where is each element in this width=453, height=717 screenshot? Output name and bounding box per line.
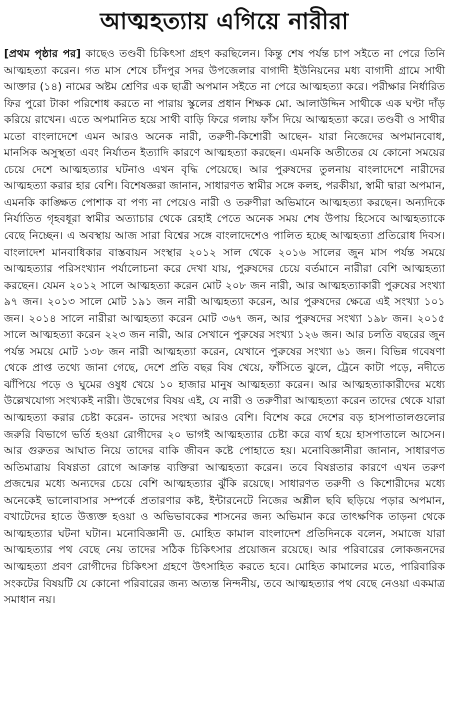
continued-from-label: [প্রথম পৃষ্ঠার পর] — [4, 47, 81, 60]
article-headline: আত্মহত্যায় এগিয়ে নারীরা — [100, 7, 349, 35]
article-body-text: কাছেও তণ্ডবী চিকিৎসা গ্রহণ করছিলেন। কিন্তু শেষ পর্যন্ত চাপ সইতে না পেরে তিনি আত্মহত্যা করেন। গত মাস শেষে চাঁদপুর সদর উপজেলার বাগাদী ইউনিয়নের মধ্য বাগাদী গ্রামে সাথী আক্তার (১৪) নামের অষ্টম শ্রেণির এক ছাত্রী অপমান সইতে না পেরে আত্মহত্যা করে। পরীক্ষার নির্ধারিত ফির পুরো টাকা পরিশোধ করতে না পারায় স্কুলের প্রধান শিক্ষক মো. আলাউদ্দিন সাথীকে এক ঘণ্টা দাঁড় করিয়ে রাখেন। এতে অপমানিত হয়ে সাথী বাড়ি ফিরে গলায় ফাঁস দিয়ে আত্মহত্যা করে। তণ্ডবী ও সাথীর মতো বাংলাদেশে এমন আরও অনেক নারী, তরুণী-কিশোরী আছেন- যারা নিজেদের অপমানবোধ, মানসিক অসুস্থতা এবং নির্যাতন ইত্যাদি কারণে আত্মহত্যা করছেন। এমনকি অতীতের যে কোনো সময়ের চেয়ে দেশে আত্মহত্যার ঘটনাও এখন বৃদ্ধি পেয়েছে। আর পুরুষদের তুলনায় বাংলাদেশে নারীদের আত্মহত্যা করার হার বেশি। বিশেষজ্ঞরা জানান, সাধারণত স্বামীর সঙ্গে কলহ, পরকীয়া, স্বামী দ্বারা অপমান, এমনকি কাঙ্ক্ষিত পোশাক বা পণ্য না পেয়েও নারী ও তরুণীরা অভিমানে আত্মহত্যা করছেন। অন্যদিকে নির্যাতিত গৃহবধূরা স্বামীর অত্যাচার থেকে রেহাই পেতে অনেক সময় শেষ উপায় হিসেবে আত্মহত্যাকে বেছে নিচ্ছেন। এ অবস্থায় আজ সারা বিশ্বের সঙ্গে বাংলাদেশেও পালিত হচ্ছে আত্মহত্যা প্রতিরোধ দিবস। বাংলাদেশ মানবাধিকার বাস্তবায়ন সংস্থার ২০১২ সাল থেকে ২০১৬ সালের জুন মাস পর্যন্ত সময়ে আত্মহত্যার পরিসংখ্যান পর্যালোচনা করে দেখা যায়, পুরুষদের চেয়ে বর্তমানে নারীরা বেশি আত্মহত্যা করছেন। যেমন ২০১২ সালে আত্মহত্যা করেন মোট ২০৮ জন নারী, আর আত্মহত্যাকারী পুরুষের সংখ্যা ৯৭ জন। ২০১৩ সালে মোট ১৯১ জন নারী আত্মহত্যা করেন, আর পুরুষদের ক্ষেত্রে এই সংখ্যা ১০১ জন। ২০১৪ সালে নারীরা আত্মহত্যা করেন মোট ৩৬৭ জন, আর পুরুষদের সংখ্যা ১৯৮ জন। ২০১৫ সালে আত্মহত্যা করেন ২২৩ জন নারী, আর সেখানে পুরুষের সংখ্যা ১২৬ জন। আর চলতি বছরের জুন পর্যন্ত সময়ে মোট ১৩৮ জন নারী আত্মহত্যা করেন, যেখানে পুরুষের সংখ্যা ৬১ জন। বিভিন্ন গবেষণা থেকে প্রাপ্ত তথ্যে জানা গেছে, দেশে প্রতি বছর বিষ খেয়ে, ফাঁসিতে ঝুলে, ট্রেনে কাটা পড়ে, নদীতে ঝাঁপিয়ে পড়ে ও ঘুমের ওষুধ খেয়ে ১০ হাজার মানুষ আত্মহত্যা করেন। আর আত্মহত্যাকারীদের মধ্যে উল্লেখযোগ্য সংখ্যকই নারী। উদ্বেগের বিষয় এই, যে নারী ও তরুণীরা আত্মহত্যা করেন তাদের থেকে যারা আত্মহত্যা করার চেষ্টা করেন- তাদের সংখ্যা আরও বেশি। বিশেষ করে দেশের বড় হাসপাতালগুলোর জরুরি বিভাগে ভর্তি হওয়া রোগীদের ২০ ভাগই আত্মহত্যার চেষ্টা করে ব্যর্থ হয়ে হাসপাতালে আসেন। আর গুরুতর আঘাত নিয়ে তাদের বাকি জীবন কষ্টে পোহাতে হয়। মনোবিজ্ঞানীরা জানান, সাধারণত অতিমাত্রায় বিষণ্ণতা রোগে আক্রান্ত ব্যক্তিরা আত্মহত্যা করেন। তবে বিষণ্ণতার কারণে এখন তরুণ প্রজন্মের মধ্যে অন্যদের চেয়ে বেশি আত্মহত্যার ঝুঁকি রয়েছে। সাধারণত তরুণী ও কিশোরীদের মধ্যে অনেকেই ভালোবাসার সম্পর্কে প্রতারণার কষ্ট, ইন্টারনেটে নিজের অশ্লীল ছবি ছড়িয়ে পড়ার অপমান, বখাটেদের হাতে উত্ত্যক্ত হওয়া ও অভিভাবকের শাসনের জন্য অভিমান করে তাৎক্ষণিক তাড়না থেকে আত্মহত্যার ঘটনা ঘটান। মনোবিজ্ঞানী ড. মোহিত কামাল বাংলাদেশ প্রতিদিনকে বলেন, সমাজে যারা আত্মহত্যার পথ বেছে নেয় তাদের সঠিক চিকিৎসার প্রয়োজন রয়েছে। আর পরিবারের লোকজনদের আত্মহত্যা প্রবণ রোগীদের চিকিৎসা গ্রহণে উৎসাহিত করতে হবে। মোহিত কামালের মতে, পারিবারিক সংকটের বিষয়টি যে কোনো পরিবারের জন্য অত্যন্ত নিন্দনীয়, তবে আত্মহত্যার পথ বেছে নেওয়া একমাত্র সমাধান নয়। — [4, 47, 446, 607]
article-body — [4, 44, 445, 609]
